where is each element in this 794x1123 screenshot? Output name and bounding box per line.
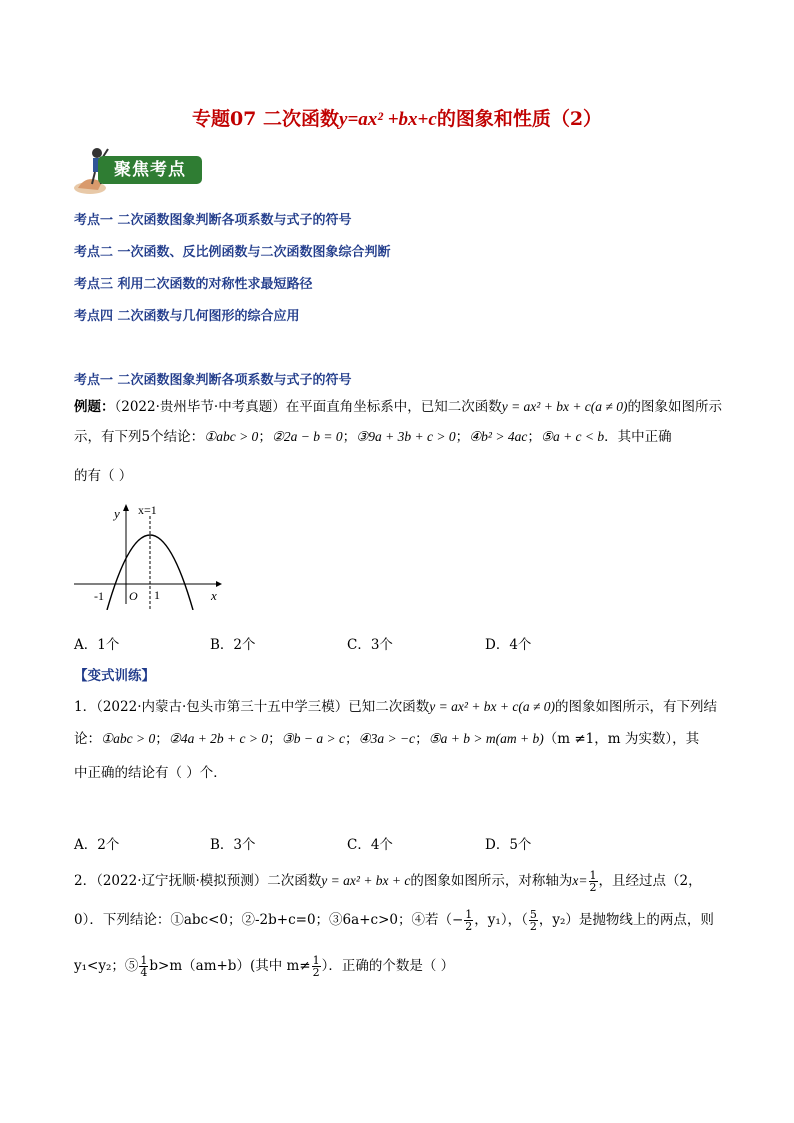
- example-option-d[interactable]: D．4个: [485, 637, 532, 653]
- example-line-2: 示，有下列5个结论：①abc > 0；②2a − b = 0；③9a + 3b + c > 0；④b² > 4ac；⑤a + c < b．其中正确: [74, 429, 672, 445]
- example-line-3: 的有（ ）: [74, 468, 133, 484]
- q2-text: 的图象如图所示，对称轴为: [410, 873, 573, 889]
- x-axis-label: x: [211, 588, 217, 603]
- example-line-1: [74, 396, 724, 418]
- q2-text: ）．正确的个数是（ ）: [321, 958, 455, 974]
- focus-badge: [72, 146, 207, 196]
- fraction-m: [312, 955, 321, 978]
- frac-den: 2: [589, 881, 597, 894]
- q1-formula: y = ax² + bx + c(a ≠ 0): [429, 699, 556, 714]
- title-formula: y=ax² +bx+c: [339, 109, 437, 130]
- kaodian-item-1: 考点一 二次函数图象判断各项系数与式子的符号: [74, 213, 352, 228]
- fraction-quarter: [139, 955, 148, 978]
- parabola-graph: [70, 500, 230, 610]
- x-axis-arrow: [216, 581, 222, 587]
- y-axis-arrow: [123, 504, 129, 511]
- q1-option-c[interactable]: C．4个: [347, 837, 393, 853]
- frac-den: 2: [312, 966, 320, 979]
- q2-text: 二次函数: [267, 873, 322, 889]
- q2-text: ，y₂）是抛物线上的两点，则: [538, 912, 714, 928]
- kaodian-item-3: 考点三 利用二次函数的对称性求最短路径: [74, 277, 313, 292]
- conclusion-3: ③9a + 3b + c > 0: [356, 429, 456, 444]
- q2-line-2: [74, 909, 724, 932]
- q1-conclusion-3: ③b − a > c: [281, 731, 345, 746]
- conclusion-5: ⑤a + c < b: [540, 429, 605, 444]
- q2-source: （2022·辽宁抚顺·模拟预测）: [96, 873, 268, 889]
- example-text: 示，有下列5个结论：: [74, 429, 205, 445]
- fraction-p1: [464, 909, 473, 932]
- example-text: 在平面直角坐标系中，已知二次函数: [285, 399, 502, 415]
- frac-num: 1: [140, 954, 148, 967]
- q2-text: 0）．下列结论：①abc<0；②-2b+c=0；③6a+c>0；④若（−: [74, 912, 464, 928]
- frac-num: 5: [529, 908, 537, 921]
- kaodian-item-4: 考点四 二次函数与几何图形的综合应用: [74, 309, 300, 324]
- q1-text: 论：: [74, 731, 101, 747]
- tick-1: 1: [154, 588, 160, 602]
- example-option-c[interactable]: C．3个: [347, 637, 393, 653]
- tick-minus-1: -1: [94, 589, 104, 603]
- fraction-half: [589, 870, 598, 893]
- kaodian-item-2: 考点二 一次函数、反比例函数与二次函数图象综合判断: [74, 245, 391, 260]
- frac-den: 2: [465, 920, 473, 933]
- q2-text: ，y₁），（: [474, 912, 528, 928]
- q1-number: 1．: [74, 699, 97, 715]
- title-prefix: 专题07 二次函数: [191, 108, 340, 130]
- example-source: （2022·贵州毕节·中考真题）: [114, 399, 286, 415]
- q1-text: 的图象如图所示，有下列结: [555, 699, 718, 715]
- y-axis-label: y: [114, 506, 120, 521]
- q1-text: （m ≠1，m 为实数），其: [543, 731, 700, 747]
- frac-num: 1: [589, 869, 597, 882]
- example-text: ．其中正确: [604, 429, 672, 445]
- title-suffix: 的图象和性质（2）: [436, 108, 603, 130]
- q1-option-a[interactable]: A．2个: [74, 837, 120, 853]
- page-title: [0, 104, 794, 131]
- badge-label: 聚焦考点: [98, 156, 202, 184]
- variant-heading: 【变式训练】: [74, 668, 155, 684]
- q2-axis-eq: x=: [572, 873, 588, 888]
- symmetry-axis-label: x=1: [138, 503, 157, 517]
- fraction-p2: [529, 909, 538, 932]
- q2-formula: y = ax² + bx + c: [321, 873, 411, 888]
- section-heading: 考点一 二次函数图象判断各项系数与式子的符号: [74, 373, 352, 388]
- example-option-a[interactable]: A．1个: [74, 637, 120, 653]
- example-label: 例题：: [74, 399, 115, 415]
- q1-conclusion-4: ④3a > −c: [358, 731, 416, 746]
- frac-den: 2: [529, 920, 537, 933]
- q2-line-1: [74, 870, 724, 893]
- q1-conclusion-2: ②4a + 2b + c > 0: [168, 731, 269, 746]
- conclusion-4: ④b² > 4ac: [469, 429, 528, 444]
- q1-option-b[interactable]: B．3个: [210, 837, 256, 853]
- q2-text: b>m（am+b）(其中 m≠: [149, 958, 311, 974]
- q2-text: y₁<y₂；⑤: [74, 958, 139, 974]
- q2-line-3: [74, 955, 724, 978]
- frac-num: 1: [312, 954, 320, 967]
- origin-label: O: [129, 589, 138, 603]
- frac-num: 1: [465, 908, 473, 921]
- q2-text: ，且经过点（2，: [598, 873, 702, 889]
- q1-line-2: 论：①abc > 0；②4a + 2b + c > 0；③b − a > c；④3a > −c；⑤a + b > m(am + b)（m ≠1，m 为实数），其: [74, 731, 700, 747]
- frac-den: 4: [140, 966, 148, 979]
- example-text: 的图象如图所示: [627, 399, 722, 415]
- q1-conclusion-5: ⑤a + b > m(am + b): [428, 731, 544, 746]
- q1-line-3: 中正确的结论有（ ）个．: [74, 765, 227, 781]
- q1-source: （2022·内蒙古·包头市第三十五中学三模）: [96, 699, 349, 715]
- q1-option-d[interactable]: D．5个: [485, 837, 532, 853]
- q1-text: 已知二次函数: [348, 699, 430, 715]
- conclusion-1: ①abc > 0: [204, 429, 259, 444]
- q1-conclusion-1: ①abc > 0: [101, 731, 156, 746]
- conclusion-2: ②2a − b = 0: [271, 429, 343, 444]
- example-option-b[interactable]: B．2个: [210, 637, 256, 653]
- example-formula: y = ax² + bx + c(a ≠ 0): [501, 399, 628, 414]
- q2-number: 2．: [74, 873, 97, 889]
- q1-line-1: [74, 696, 724, 718]
